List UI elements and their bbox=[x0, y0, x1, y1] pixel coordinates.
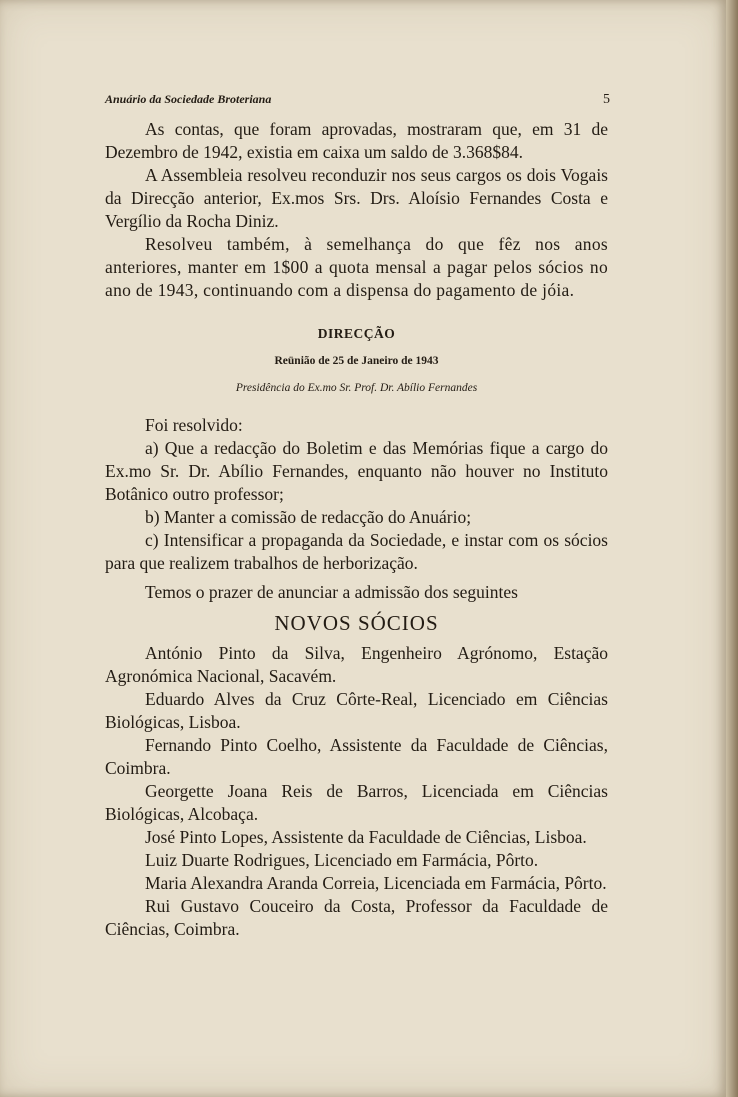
meeting-presidency: Presidência do Ex.mo Sr. Prof. Dr. Abílio Fernandes bbox=[235, 382, 478, 394]
running-title: Anuário da Sociedade Broteriana bbox=[105, 92, 272, 106]
page-body bbox=[105, 118, 608, 941]
section-title-direccao: DIRECÇÃO bbox=[317, 326, 396, 341]
resolution-item: b) Manter a comissão de redacção do Anuário; bbox=[145, 507, 472, 527]
resolution-item: a) Que a redacção do Boletim e das Memórias fique a cargo do Ex.mo Sr. Dr. Abílio Fernandes, enquanto não houver no Instituto Botânico outro professor; bbox=[105, 438, 608, 504]
list-item: Fernando Pinto Coelho, Assistente da Faculdade de Ciências, Coimbra. bbox=[105, 735, 608, 778]
announcement: Temos o prazer de anunciar a admissão dos seguintes bbox=[145, 582, 518, 602]
resolved-intro: Foi resolvido: bbox=[145, 415, 243, 435]
page-edge-shadow bbox=[726, 0, 738, 1097]
list-item: Luiz Duarte Rodrigues, Licenciado em Farmácia, Pôrto. bbox=[145, 850, 539, 870]
section-title-novos-socios: NOVOS SÓCIOS bbox=[274, 611, 439, 635]
resolution-item: c) Intensificar a propaganda da Sociedade, e instar com os sócios para que realizem trabalhos de herborização. bbox=[105, 530, 608, 573]
paragraph-accounts: As contas, que foram aprovadas, mostraram que, em 31 de Dezembro de 1942, existia em caixa um saldo de 3.368$84. bbox=[105, 119, 608, 162]
resolutions bbox=[105, 414, 608, 604]
running-head bbox=[105, 92, 610, 108]
list-item: Maria Alexandra Aranda Correia, Licenciada em Farmácia, Pôrto. bbox=[145, 873, 607, 893]
list-item: José Pinto Lopes, Assistente da Faculdade de Ciências, Lisboa. bbox=[145, 827, 587, 847]
paragraph-fees: Resolveu também, à semelhança do que fêz nos anos anteriores, manter em 1$00 a quota mensal a pagar pelos sócios no ano de 1943, continuando com a dispensa do pagamento de jóia. bbox=[105, 234, 608, 300]
list-item: Eduardo Alves da Cruz Côrte-Real, Licenciado em Ciências Biológicas, Lisboa. bbox=[105, 689, 608, 732]
list-item: António Pinto da Silva, Engenheiro Agrónomo, Estação Agronómica Nacional, Sacavém. bbox=[105, 643, 608, 686]
page-number: 5 bbox=[603, 92, 610, 107]
paragraph-assembly: A Assembleia resolveu reconduzir nos seus cargos os dois Vogais da Direcção anterior, Ex.mos Srs. Drs. Aloísio Fernandes Costa e Vergílio da Rocha Diniz. bbox=[105, 165, 608, 231]
list-item: Georgette Joana Reis de Barros, Licenciada em Ciências Biológicas, Alcobaça. bbox=[105, 781, 608, 824]
meeting-date: Reünião de 25 de Janeiro de 1943 bbox=[274, 355, 439, 367]
member-list bbox=[105, 642, 608, 941]
list-item: Rui Gustavo Couceiro da Costa, Professor da Faculdade de Ciências, Coimbra. bbox=[105, 896, 608, 939]
